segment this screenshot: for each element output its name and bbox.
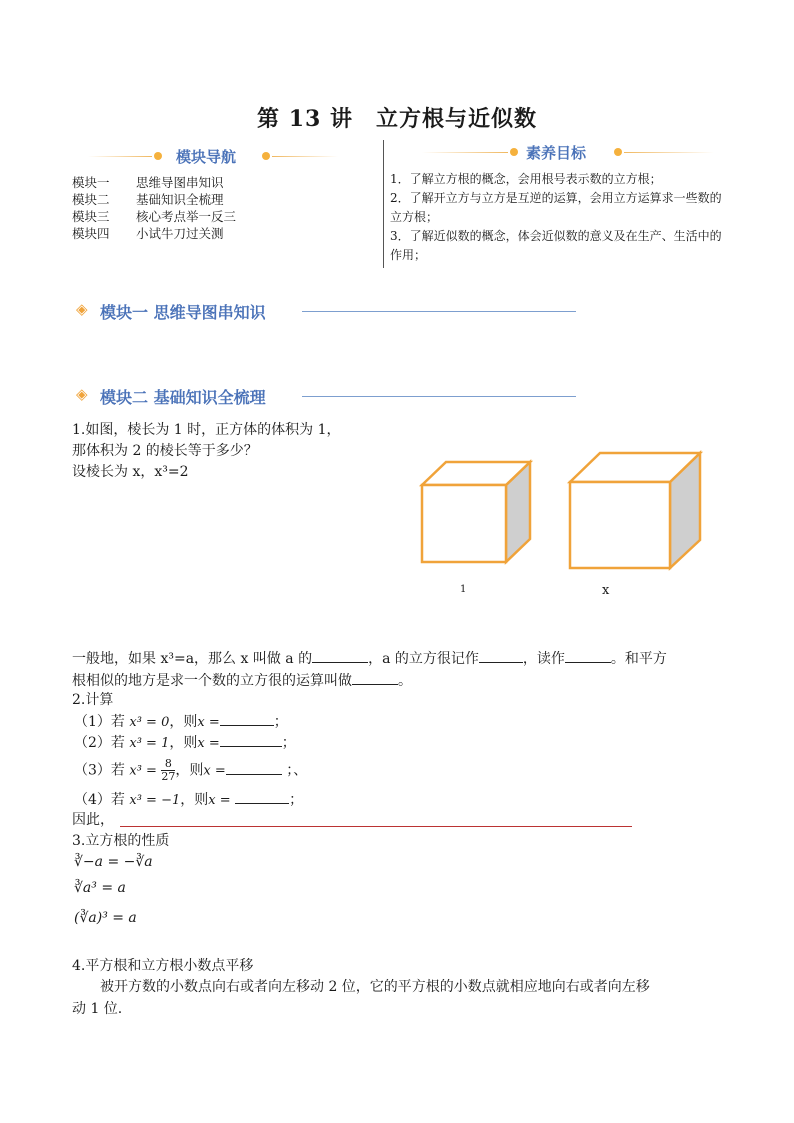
q1-line3: 设棱长为 x，x³=2 <box>72 464 189 480</box>
q2-answer-label: x = <box>203 763 226 779</box>
q4-body-line-2: 动 1 位. <box>72 1001 123 1017</box>
definition-paragraph <box>72 648 732 692</box>
q1-line2: 那体积为 2 的棱长等于多少？ <box>72 443 258 459</box>
section-2-rule <box>302 396 576 397</box>
q2-condition: x³ = −1 <box>129 793 181 808</box>
q4-body-line-1: 被开方数的小数点向右或者向左移动 2 位，它的平方根的小数点就相应地向右或者向左移 <box>100 979 650 995</box>
goals-header-dot-left <box>510 148 518 156</box>
goals-header-line-left <box>422 152 508 153</box>
q2-item-3 <box>74 758 307 783</box>
cube-root-property-3: (∛a)³ = a <box>74 910 137 926</box>
q2-mid: ，则 <box>169 735 198 751</box>
q2-end: ； <box>281 735 296 751</box>
def-text: 。和平方 <box>610 651 667 667</box>
q2-condition: x³ = 1 <box>129 736 170 751</box>
q4-head: 4.平方根和立方根小数点平移 <box>72 958 254 974</box>
nav-item-label: 小试牛刀过关测 <box>136 226 224 241</box>
fraction-8-27 <box>161 758 175 783</box>
nav-header-line-left <box>88 156 152 157</box>
section-1-rule <box>302 311 576 312</box>
blank-operation-name[interactable] <box>352 670 398 685</box>
q2-answer-label: x = <box>208 793 231 808</box>
nav-item-4[interactable] <box>72 225 236 242</box>
q2-item-4 <box>74 789 303 811</box>
def-text: 。 <box>398 673 412 689</box>
nav-item-1[interactable] <box>72 174 236 191</box>
goals-header: 素养目标 <box>526 144 587 162</box>
nav-item-label: 思维导图串知识 <box>136 175 224 190</box>
goal-item: 1．了解立方根的概念，会用根号表示数的立方根； <box>390 172 662 186</box>
cube-root-property-2: ∛a³ = a <box>74 880 126 896</box>
nav-item-key: 模块一 <box>72 175 110 190</box>
nav-item-2[interactable] <box>72 191 236 208</box>
q2-item-2 <box>74 732 296 754</box>
q2-answer-label: x = <box>197 736 220 751</box>
nav-item-3[interactable] <box>72 208 236 225</box>
fraction-numerator: 8 <box>161 758 175 771</box>
q2-end: ； <box>289 792 304 808</box>
q2-prefix: （4）若 <box>74 792 125 808</box>
column-divider <box>383 140 384 268</box>
q2-mid: ，则 <box>180 792 209 808</box>
conclusion-answer-line[interactable] <box>120 826 632 827</box>
definition-line-1 <box>72 648 732 670</box>
q2-prefix: （3）若 <box>74 762 125 779</box>
q2-answer-blank-3[interactable] <box>226 760 282 775</box>
page-title: 第 13 讲 立方根与近似数 <box>257 106 537 132</box>
diamond-icon: ◈ <box>76 385 88 403</box>
q2-condition: x³ = 0 <box>129 715 170 730</box>
diamond-icon: ◈ <box>76 300 88 318</box>
blank-reading[interactable] <box>565 648 611 663</box>
q2-mid: ，则 <box>169 714 198 730</box>
nav-header-dot-right <box>262 152 270 160</box>
section-2-title: 模块二 基础知识全梳理 <box>100 388 266 407</box>
def-text: ，读作 <box>522 651 565 667</box>
goals-header-line-right <box>624 152 714 153</box>
blank-cube-root-name[interactable] <box>312 648 368 663</box>
q2-condition: x³ = <box>129 763 157 779</box>
cube-large <box>570 453 700 568</box>
nav-header-line-right <box>272 156 338 157</box>
nav-header: 模块导航 <box>176 148 237 166</box>
nav-item-label: 核心考点举一反三 <box>136 209 237 224</box>
fraction-denominator: 27 <box>161 770 176 783</box>
q3-head: 3.立方根的性质 <box>72 833 170 849</box>
q2-answer-blank-2[interactable] <box>220 732 282 747</box>
q2-answer-blank-4[interactable] <box>235 789 289 804</box>
def-text: 一般地，如果 x³=a，那么 x 叫做 a 的 <box>72 651 313 667</box>
q2-mid: ，则 <box>175 762 204 779</box>
cubes-figure <box>410 440 710 610</box>
nav-header-dot-left <box>154 152 162 160</box>
q1-line1: 1.如图，棱长为 1 时，正方体的体积为 1， <box>72 422 341 438</box>
goal-item: 2．了解开立方与立方是互逆的运算，会用立方运算求一些数的立方根； <box>390 191 722 224</box>
q2-end: ； <box>273 714 288 730</box>
nav-list <box>72 174 236 242</box>
q2-end: ；、 <box>286 762 308 779</box>
blank-notation[interactable] <box>479 648 523 663</box>
goal-item: 3．了解近似数的概念，体会近似数的意义及在生产、生活中的作用； <box>390 229 722 262</box>
cube-label-1: 1 <box>460 584 467 595</box>
nav-item-key: 模块三 <box>72 209 110 224</box>
q2-answer-label: x = <box>197 715 220 730</box>
nav-item-label: 基础知识全梳理 <box>136 192 224 207</box>
definition-line-2 <box>72 670 732 692</box>
def-text: 根相似的地方是求一个数的立方很的运算叫做 <box>72 673 352 689</box>
goals-list <box>390 170 723 265</box>
cube-root-property-1: ∛−a = −∛a <box>74 854 153 870</box>
q2-prefix: （2）若 <box>74 735 125 751</box>
cube-small <box>422 462 530 562</box>
q2-item-1 <box>74 711 288 733</box>
q2-prefix: （1）若 <box>74 714 125 730</box>
q2-head: 2.计算 <box>72 692 114 708</box>
def-text: ，a 的立方很记作 <box>368 651 479 667</box>
nav-item-key: 模块四 <box>72 226 110 241</box>
nav-item-key: 模块二 <box>72 192 110 207</box>
q2-answer-blank-1[interactable] <box>220 711 274 726</box>
goals-header-dot-right <box>614 148 622 156</box>
q1-block <box>72 420 341 483</box>
section-1-title: 模块一 思维导图串知识 <box>100 303 266 322</box>
q2-conclusion: 因此， <box>72 812 114 828</box>
cube-label-x: x <box>602 583 610 598</box>
